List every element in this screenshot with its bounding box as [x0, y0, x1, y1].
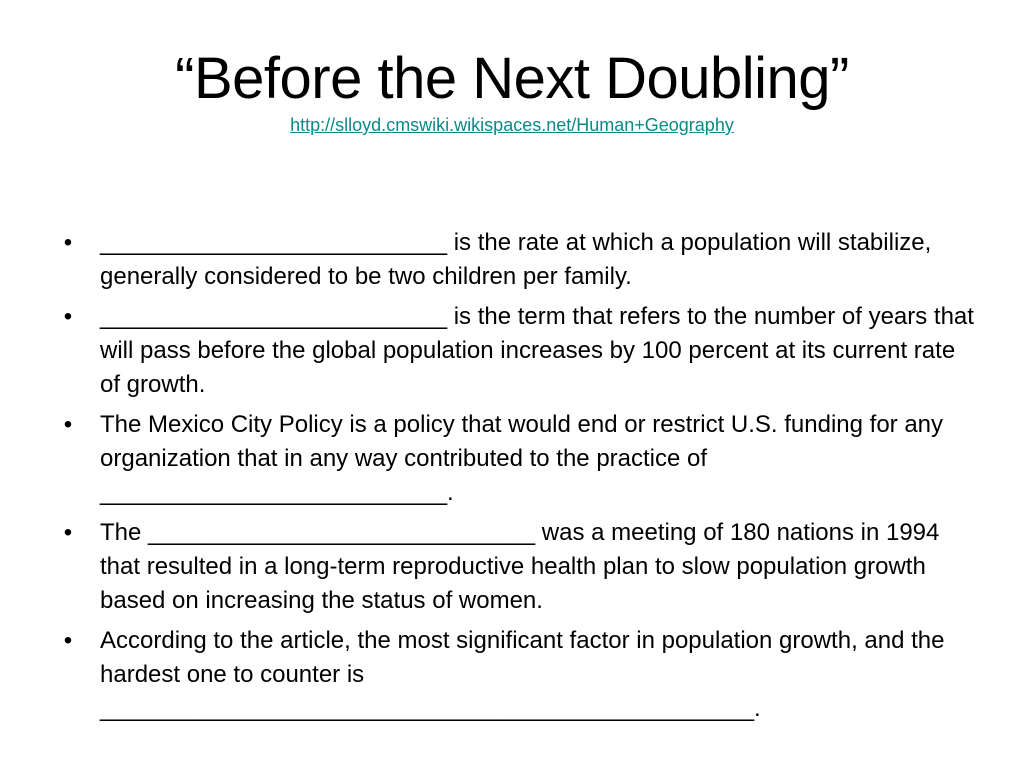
bullet-text: According to the article, the most significant factor in population growth, and the hardest one to counter is _________________________________________________.: [100, 627, 945, 722]
bullet-item: [58, 226, 978, 294]
bullet-item: [58, 300, 978, 402]
bullet-item: [58, 408, 978, 510]
bullet-icon: •: [63, 229, 73, 256]
bullet-text: The Mexico City Policy is a policy that would end or restrict U.S. funding for any organization that in any way contributed to the practice of __________________________.: [100, 411, 944, 506]
bullet-list: [58, 226, 978, 732]
bullet-text: The _____________________________ was a meeting of 180 nations in 1994 that resulted in a long-term reproductive health plan to slow population growth based on increasing the status of women.: [100, 519, 940, 614]
bullet-text: __________________________ is the rate at which a population will stabilize, generally considered to be two children per family.: [100, 229, 932, 290]
slide-title: “Before the Next Doubling”: [175, 46, 849, 111]
bullet-item: [58, 516, 978, 618]
bullet-icon: •: [63, 519, 73, 546]
source-link[interactable]: http://slloyd.cmswiki.wikispaces.net/Human+Geography: [290, 115, 734, 135]
bullet-icon: •: [63, 303, 73, 330]
bullet-text: __________________________ is the term that refers to the number of years that will pass before the global population increases by 100 percent at its current rate of growth.: [100, 303, 974, 398]
bullet-icon: •: [63, 411, 73, 438]
title-block: [0, 46, 1024, 136]
bullet-item: [58, 624, 978, 726]
bullet-icon: •: [63, 627, 73, 654]
